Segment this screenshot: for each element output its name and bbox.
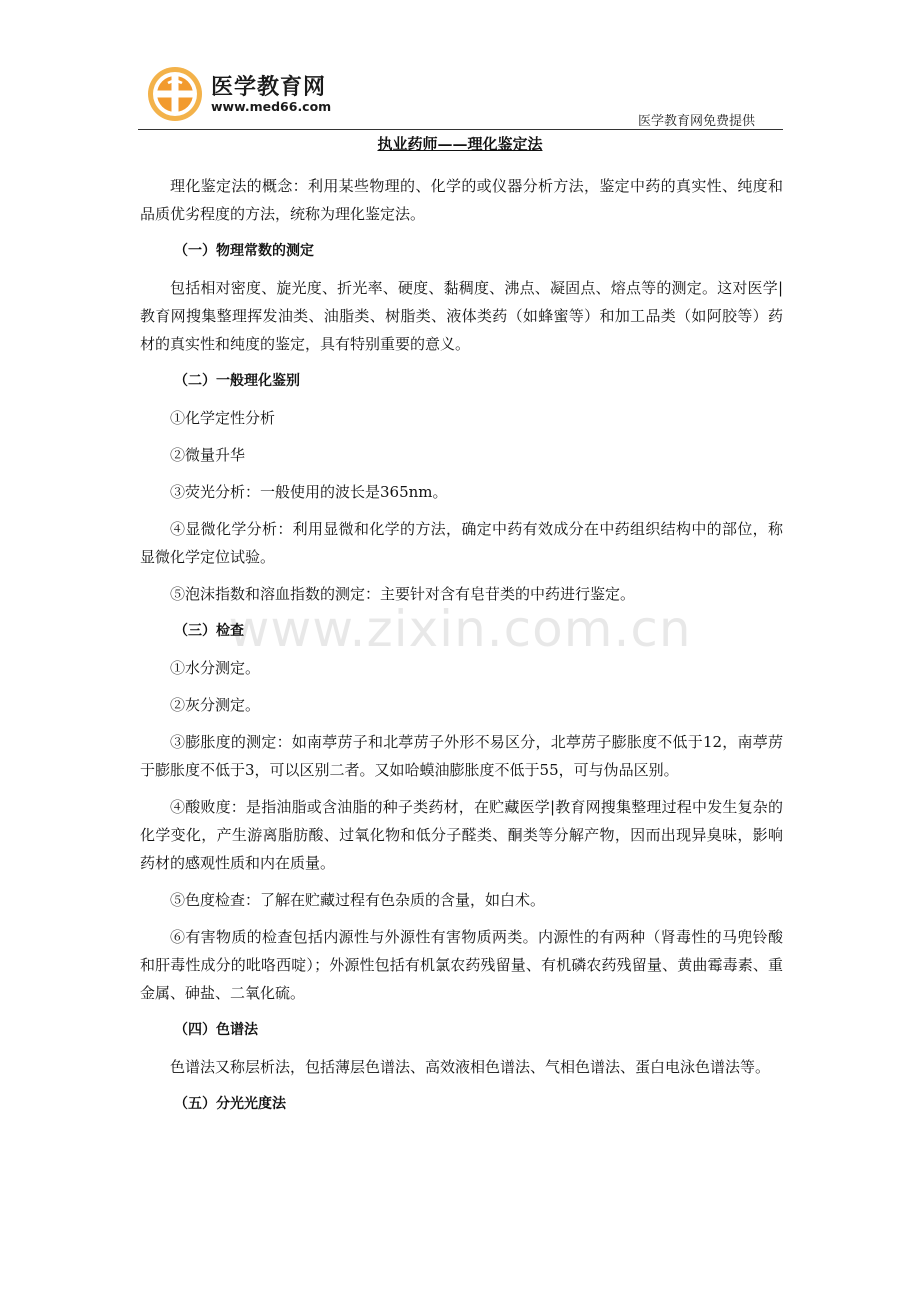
list-item: ④显微化学分析：利用显微和化学的方法，确定中药有效成分在中药组织结构中的部位，称显微化学定位试验。 xyxy=(140,520,783,566)
document-title-text: 执业药师——理化鉴定法 xyxy=(377,135,543,153)
header-divider xyxy=(138,129,783,130)
section-heading-3: （三）检查 xyxy=(174,623,244,639)
intro-paragraph: 理化鉴定法的概念：利用某些物理的、化学的或仪器分析方法，鉴定中药的真实性、纯度和品质优劣程度的方法，统称为理化鉴定法。 xyxy=(140,177,783,223)
list-item: ①化学定性分析 xyxy=(170,409,276,427)
list-item: ⑤泡沫指数和溶血指数的测定：主要针对含有皂苷类的中药进行鉴定。 xyxy=(170,585,636,603)
med66-logo-icon xyxy=(146,65,204,123)
list-item: ②灰分测定。 xyxy=(170,696,261,714)
document-body xyxy=(140,172,783,1118)
provider-note: 医学教育网免费提供 xyxy=(637,114,755,129)
section-heading-5: （五）分光光度法 xyxy=(174,1096,286,1112)
section-1-paragraph: 包括相对密度、旋光度、折光率、硬度、黏稠度、沸点、凝固点、熔点等的测定。这对医学|教育网搜集整理挥发油类、油脂类、树脂类、液体类药（如蜂蜜等）和加工品类（如阿胶等）药材的真实性和纯度的鉴定，具有特别重要的意义。 xyxy=(140,279,783,353)
document-title xyxy=(0,133,920,154)
list-item: ②微量升华 xyxy=(170,446,246,464)
watermark: www.zixin.com.cn xyxy=(228,600,692,658)
section-4-paragraph: 色谱法又称层析法，包括薄层色谱法、高效液相色谱法、气相色谱法、蛋白电泳色谱法等。 xyxy=(170,1058,771,1076)
document-header xyxy=(138,62,783,132)
section-heading-1: （一）物理常数的测定 xyxy=(174,243,314,259)
brand-url: www.med66.com xyxy=(211,99,332,114)
list-item: ③膨胀度的测定：如南葶苈子和北葶苈子外形不易区分，北葶苈子膨胀度不低于12，南葶苈于膨胀度不低于3，可以区别二者。又如哈蟆油膨胀度不低于55，可与伪品区别。 xyxy=(140,733,783,779)
section-heading-4: （四）色谱法 xyxy=(174,1022,258,1038)
list-item: ④酸败度：是指油脂或含油脂的种子类药材，在贮藏医学|教育网搜集整理过程中发生复杂的化学变化，产生游离脂肪酸、过氧化物和低分子醛类、酮类等分解产物，因而出现异臭味，影响药材的感观性质和内在质量。 xyxy=(140,798,783,872)
list-item: ⑤色度检查：了解在贮藏过程有色杂质的含量，如白术。 xyxy=(170,891,546,909)
brand-title: 医学教育网 xyxy=(211,75,327,100)
list-item: ①水分测定。 xyxy=(170,659,261,677)
list-item: ⑥有害物质的检查包括内源性与外源性有害物质两类。内源性的有两种（肾毒性的马兜铃酸和肝毒性成分的吡咯西啶）；外源性包括有机氯农药残留量、有机磷农药残留量、黄曲霉毒素、重金属、砷盐、二氧化硫。 xyxy=(140,928,783,1002)
section-heading-2: （二）一般理化鉴别 xyxy=(174,373,300,389)
list-item: ③荧光分析：一般使用的波长是365nm。 xyxy=(170,483,448,501)
